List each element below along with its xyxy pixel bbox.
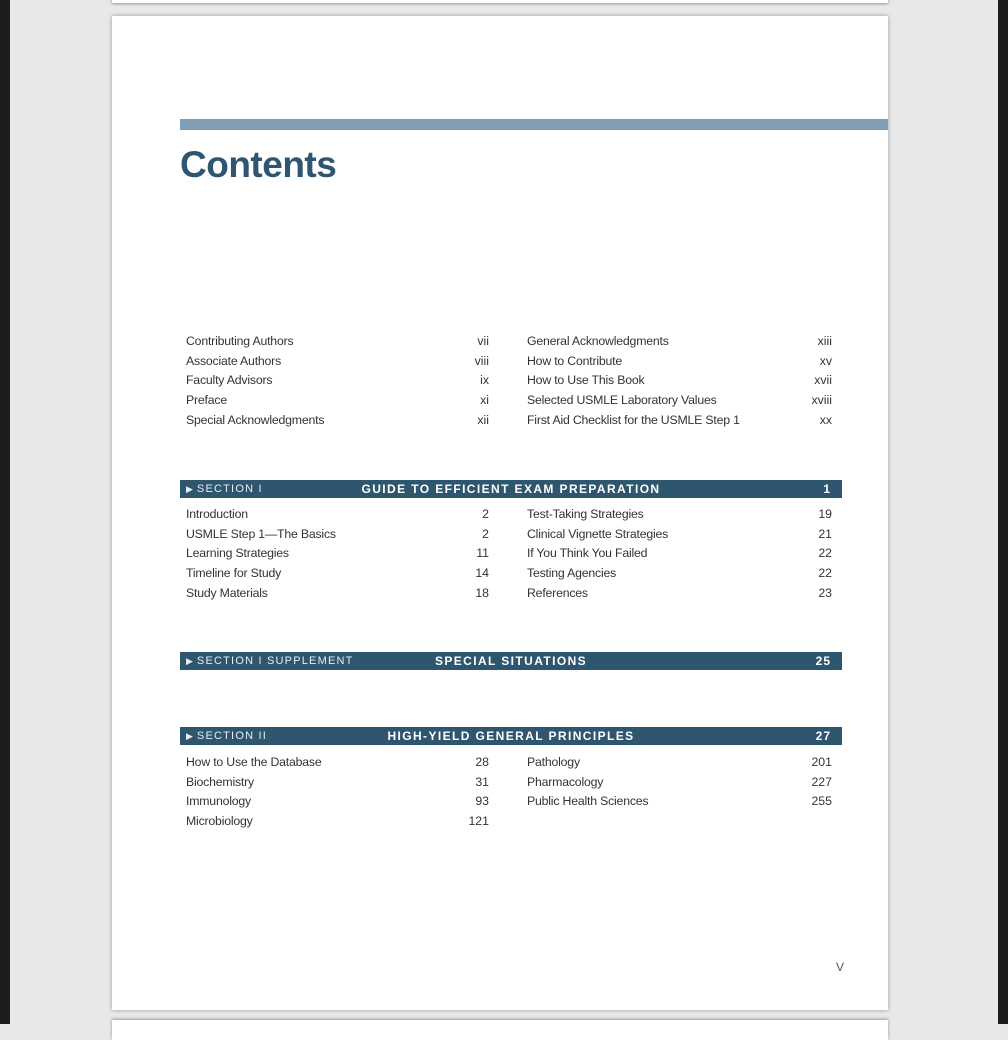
toc-entry-page: 19 bbox=[818, 507, 832, 521]
toc-entry[interactable] bbox=[511, 792, 842, 812]
toc-entry[interactable] bbox=[180, 332, 511, 352]
section-page: 25 bbox=[815, 654, 831, 668]
toc-entry-label: Testing Agencies bbox=[527, 566, 617, 581]
toc-entry[interactable] bbox=[511, 544, 842, 564]
window-edge-left bbox=[0, 0, 10, 1024]
toc-entry-label: Biochemistry bbox=[186, 774, 254, 789]
toc-entry-label: Faculty Advisors bbox=[186, 373, 273, 388]
toc-entry-label: Microbiology bbox=[186, 814, 253, 829]
section-ii-list bbox=[180, 753, 842, 832]
toc-entry-label: Introduction bbox=[186, 507, 248, 521]
toc-entry-label: Learning Strategies bbox=[186, 546, 289, 561]
toc-entry-page: 201 bbox=[811, 755, 832, 769]
toc-entry-page: vii bbox=[477, 334, 489, 348]
toc-entry[interactable] bbox=[180, 391, 511, 411]
toc-entry-label: Timeline for Study bbox=[186, 566, 282, 581]
toc-entry-page: 11 bbox=[476, 546, 489, 561]
toc-entry-page: xiii bbox=[817, 334, 832, 348]
section-i-right-column bbox=[511, 505, 842, 603]
section-tag-text: SECTION I bbox=[196, 483, 263, 495]
toc-entry[interactable] bbox=[180, 812, 511, 832]
section-header-section-i[interactable] bbox=[180, 480, 842, 498]
toc-entry-label: USMLE Step 1—The Basics bbox=[186, 526, 336, 541]
toc-entry-label: Selected USMLE Laboratory Values bbox=[527, 393, 717, 408]
document-page bbox=[112, 16, 888, 1010]
toc-entry-page: 18 bbox=[475, 585, 489, 600]
toc-entry-label: How to Use the Database bbox=[186, 755, 322, 769]
toc-entry[interactable] bbox=[180, 792, 511, 812]
toc-entry-page: 21 bbox=[818, 526, 832, 541]
section-tag-text: SECTION I SUPPLEMENT bbox=[196, 655, 354, 667]
toc-entry-label: How to Use This Book bbox=[527, 373, 645, 388]
triangle-right-icon: ▶ bbox=[186, 731, 193, 741]
toc-entry[interactable] bbox=[180, 773, 511, 793]
toc-entry[interactable] bbox=[180, 753, 511, 773]
section-page: 27 bbox=[815, 729, 831, 743]
toc-entry-page: xx bbox=[819, 412, 832, 427]
toc-entry-label: Associate Authors bbox=[186, 353, 282, 368]
section-tag-text: SECTION II bbox=[196, 730, 267, 742]
toc-entry[interactable] bbox=[180, 564, 511, 584]
header-rule bbox=[180, 119, 888, 130]
toc-entry-page: 93 bbox=[475, 794, 489, 809]
toc-entry[interactable] bbox=[180, 411, 511, 431]
section-ii-left-column bbox=[180, 753, 511, 832]
toc-entry-label: First Aid Checklist for the USMLE Step 1 bbox=[527, 412, 740, 427]
toc-entry-page: 2 bbox=[482, 526, 489, 541]
toc-entry-label: Contributing Authors bbox=[186, 334, 294, 348]
section-header-section-ii[interactable] bbox=[180, 727, 842, 745]
toc-entry-label: Clinical Vignette Strategies bbox=[527, 526, 669, 541]
toc-entry-label: References bbox=[527, 585, 588, 600]
section-i-left-column bbox=[180, 505, 511, 603]
page-number: V bbox=[836, 960, 845, 974]
toc-entry-page: 14 bbox=[475, 566, 489, 581]
triangle-right-icon: ▶ bbox=[186, 656, 193, 666]
section-ii-right-column bbox=[511, 753, 842, 832]
toc-entry[interactable] bbox=[511, 564, 842, 584]
toc-entry[interactable] bbox=[511, 584, 842, 604]
toc-entry-label: Special Acknowledgments bbox=[186, 412, 325, 427]
toc-entry[interactable] bbox=[511, 332, 842, 352]
toc-entry-label: Pharmacology bbox=[527, 774, 604, 789]
front-matter-list bbox=[180, 332, 842, 430]
toc-entry-page: 23 bbox=[818, 585, 832, 600]
toc-entry-page: 22 bbox=[818, 566, 832, 581]
toc-entry-label: Test-Taking Strategies bbox=[527, 507, 644, 521]
toc-entry-label: Pathology bbox=[527, 755, 580, 769]
toc-entry-label: Public Health Sciences bbox=[527, 794, 649, 809]
toc-entry-label: General Acknowledgments bbox=[527, 334, 669, 348]
toc-entry-page: xv bbox=[819, 353, 832, 368]
toc-entry[interactable] bbox=[180, 352, 511, 372]
section-i-list bbox=[180, 505, 842, 603]
triangle-right-icon: ▶ bbox=[186, 484, 193, 494]
toc-entry-label: If You Think You Failed bbox=[527, 546, 648, 561]
toc-entry[interactable] bbox=[180, 544, 511, 564]
toc-entry[interactable] bbox=[180, 584, 511, 604]
section-title: HIGH-YIELD GENERAL PRINCIPLES bbox=[387, 729, 635, 743]
section-title: SPECIAL SITUATIONS bbox=[434, 654, 588, 668]
toc-entry[interactable] bbox=[511, 753, 842, 773]
next-page-edge bbox=[112, 1020, 888, 1040]
toc-entry-page: ix bbox=[480, 373, 489, 388]
front-matter-left-column bbox=[180, 332, 511, 430]
toc-entry[interactable] bbox=[180, 371, 511, 391]
toc-entry-page: 22 bbox=[818, 546, 832, 561]
toc-entry[interactable] bbox=[180, 525, 511, 545]
toc-entry-page: 227 bbox=[811, 774, 832, 789]
toc-entry-page: 255 bbox=[811, 794, 832, 809]
toc-entry[interactable] bbox=[511, 773, 842, 793]
toc-entry-page: 2 bbox=[482, 507, 489, 521]
toc-entry-label: How to Contribute bbox=[527, 353, 623, 368]
page-title: Contents bbox=[180, 144, 337, 185]
section-page: 1 bbox=[823, 482, 831, 496]
toc-entry-page: 121 bbox=[468, 814, 489, 829]
toc-entry[interactable] bbox=[511, 352, 842, 372]
previous-page-edge bbox=[112, 0, 888, 3]
toc-entry-label: Immunology bbox=[186, 794, 251, 809]
toc-entry-label: Study Materials bbox=[186, 585, 268, 600]
section-title: GUIDE TO EFFICIENT EXAM PREPARATION bbox=[361, 482, 661, 496]
section-header-section-i-supplement[interactable] bbox=[180, 652, 842, 670]
toc-entry-page: xi bbox=[480, 393, 489, 408]
toc-entry-page: 28 bbox=[475, 755, 489, 769]
toc-entry[interactable] bbox=[511, 391, 842, 411]
toc-entry-page: xviii bbox=[811, 393, 832, 408]
toc-entry[interactable] bbox=[180, 505, 511, 525]
toc-entry-page: xii bbox=[477, 412, 489, 427]
toc-entry-page: 31 bbox=[475, 774, 489, 789]
toc-entry[interactable] bbox=[511, 371, 842, 391]
toc-entry[interactable] bbox=[511, 505, 842, 525]
toc-entry[interactable] bbox=[511, 411, 842, 431]
front-matter-right-column bbox=[511, 332, 842, 430]
toc-entry[interactable] bbox=[511, 525, 842, 545]
toc-entry-page: xvii bbox=[814, 373, 832, 388]
window-edge-right bbox=[998, 0, 1008, 1024]
toc-entry-page: viii bbox=[474, 353, 489, 368]
toc-entry-label: Preface bbox=[186, 393, 227, 408]
